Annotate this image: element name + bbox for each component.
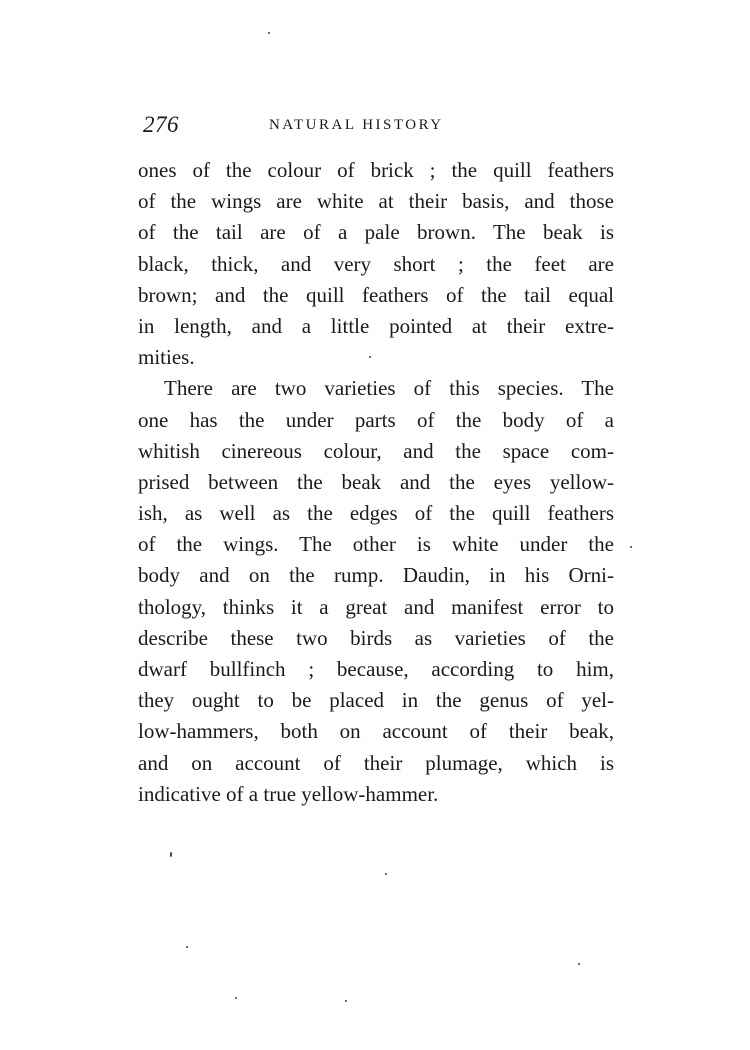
body-text	[138, 155, 614, 810]
text-line: brown; and the quill feathers of the tail equal	[138, 282, 614, 307]
page-header	[143, 112, 613, 142]
page-number: 276	[143, 112, 179, 137]
paper-speck	[630, 546, 632, 548]
text-line: in length, and a little pointed at their extre-	[138, 313, 614, 338]
text-line: mities.	[138, 345, 195, 370]
paper-speck	[369, 356, 371, 358]
text-line: black, thick, and very short ; the feet are	[138, 251, 614, 276]
paper-speck	[345, 1000, 347, 1002]
paper-speck	[385, 873, 387, 875]
running-head: NATURAL HISTORY	[269, 117, 444, 133]
text-line: dwarf bullfinch ; because, according to him,	[138, 657, 614, 681]
text-line: low-hammers, both on account of their beak,	[138, 719, 614, 744]
text-line: describe these two birds as varieties of the	[138, 625, 614, 650]
text-line: prised between the beak and the eyes yellow-	[138, 469, 614, 494]
paragraph-2	[138, 373, 614, 810]
text-line: and on account of their plumage, which is	[138, 750, 614, 775]
text-line: indicative of a true yellow-hammer.	[138, 781, 439, 806]
paper-speck	[268, 32, 270, 34]
text-line: body and on the rump. Daudin, in his Orni-	[138, 563, 614, 588]
text-line: ish, as well as the edges of the quill feathers	[138, 501, 614, 526]
text-line: There are two varieties of this species. The	[164, 376, 614, 401]
paper-speck	[170, 852, 172, 857]
text-line: one has the under parts of the body of a	[138, 407, 614, 432]
paper-speck	[235, 997, 237, 999]
text-line: ones of the colour of brick ; the quill feathers	[138, 158, 614, 182]
paper-speck	[186, 946, 188, 948]
text-line: thology, thinks it a great and manifest error to	[138, 594, 614, 619]
text-line: of the wings. The other is white under the	[138, 532, 614, 557]
paper-speck	[578, 963, 580, 965]
text-line: of the tail are of a pale brown. The beak is	[138, 220, 614, 245]
text-line: they ought to be placed in the genus of yel-	[138, 688, 614, 713]
paragraph-1	[138, 155, 614, 373]
text-line: of the wings are white at their basis, and those	[138, 189, 614, 214]
text-line: whitish cinereous colour, and the space com-	[138, 438, 614, 463]
